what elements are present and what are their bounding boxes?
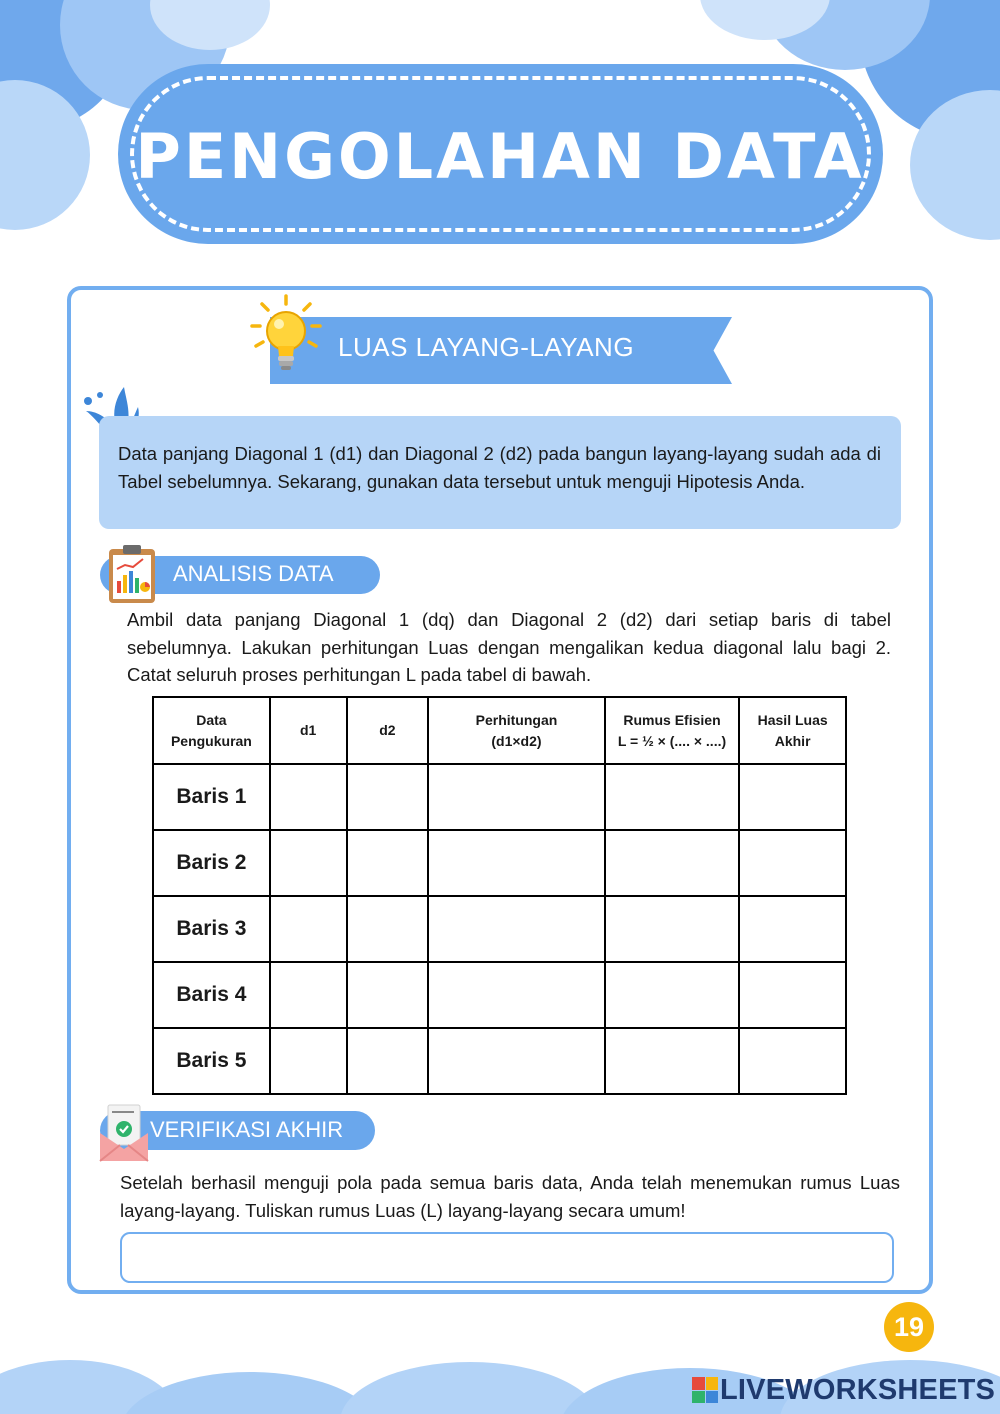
cloud-decoration: [340, 1362, 600, 1414]
header-text: Data: [196, 711, 227, 728]
table-row: [153, 764, 846, 830]
input-cell-hasil[interactable]: [739, 1028, 846, 1094]
table-row: [153, 962, 846, 1028]
input-cell-hasil[interactable]: [739, 896, 846, 962]
table-row: [153, 896, 846, 962]
input-cell-perhitungan[interactable]: [428, 962, 605, 1028]
intro-box: [99, 416, 901, 529]
row-label: Baris 4: [153, 962, 270, 1028]
table-header-cell: [270, 697, 347, 764]
header-text: Pengukuran: [170, 732, 252, 749]
table-row: [153, 830, 846, 896]
header-text: Hasil Luas: [757, 711, 828, 728]
brand-name: LIVEWORKSHEETS: [720, 1373, 996, 1406]
input-cell-hasil[interactable]: [739, 764, 846, 830]
input-cell-perhitungan[interactable]: [428, 764, 605, 830]
analisis-text: Ambil data panjang Diagonal 1 (dq) dan Diagonal 2 (d2) dari setiap baris di tabel sebelumnya. Lakukan perhitungan Luas dengan mengalikan kedua diagonal lalu bagi 2. Catat seluruh proses perhitungan L pada tabel di bawah.: [127, 609, 891, 685]
page-title: PENGOLAHAN DATA: [135, 120, 865, 193]
input-cell-d2[interactable]: [347, 830, 429, 896]
cloud-decoration: [120, 1372, 380, 1414]
row-label: Baris 5: [153, 1028, 270, 1094]
table-header-cell: [428, 697, 605, 764]
verifikasi-text: Setelah berhasil menguji pola pada semua baris data, Anda telah menemukan rumus Luas layang-layang. Tuliskan rumus Luas (L) layang-layang secara umum!: [120, 1172, 900, 1221]
input-cell-d2[interactable]: [347, 764, 429, 830]
section-label-verifikasi: VERIFIKASI AKHIR: [100, 1111, 375, 1150]
liveworksheets-icon: [692, 1377, 718, 1403]
intro-text: Data panjang Diagonal 1 (d1) dan Diagonal 2 (d2) pada bangun layang-layang sudah ada di Tabel sebelumnya. Sekarang, gunakan data tersebut untuk menguji Hipotesis Anda.: [118, 443, 881, 492]
input-cell-d1[interactable]: [270, 1028, 347, 1094]
header-text: d1: [300, 722, 317, 738]
header-text: Akhir: [774, 732, 811, 749]
answer-input-box[interactable]: [120, 1232, 894, 1283]
table-header-cell: [153, 697, 270, 764]
input-cell-rumus[interactable]: [605, 1028, 740, 1094]
lightbulb-icon: [248, 294, 324, 378]
brand-logo[interactable]: [692, 1372, 995, 1408]
page-number-badge: 19: [884, 1302, 934, 1352]
verification-envelope-icon: [96, 1103, 152, 1165]
table-header-cell: [347, 697, 429, 764]
data-table: [152, 696, 847, 1095]
input-cell-d1[interactable]: [270, 896, 347, 962]
row-label: Baris 1: [153, 764, 270, 830]
row-label: Baris 2: [153, 830, 270, 896]
input-cell-d2[interactable]: [347, 962, 429, 1028]
table-header-cell: [605, 697, 740, 764]
input-cell-perhitungan[interactable]: [428, 830, 605, 896]
input-cell-perhitungan[interactable]: [428, 1028, 605, 1094]
header-text: (d1×d2): [491, 732, 542, 749]
table-header-cell: [739, 697, 846, 764]
input-cell-d1[interactable]: [270, 962, 347, 1028]
input-cell-hasil[interactable]: [739, 830, 846, 896]
table-header-row: [153, 697, 846, 764]
header-text: d2: [379, 722, 396, 738]
input-cell-rumus[interactable]: [605, 764, 740, 830]
input-cell-d1[interactable]: [270, 764, 347, 830]
table-row: [153, 1028, 846, 1094]
input-cell-hasil[interactable]: [739, 962, 846, 1028]
input-cell-rumus[interactable]: [605, 896, 740, 962]
header-text: Perhitungan: [475, 711, 558, 728]
header-text: Rumus Efisien: [623, 711, 721, 728]
input-cell-rumus[interactable]: [605, 962, 740, 1028]
topic-ribbon-label: LUAS LAYANG-LAYANG: [338, 332, 635, 362]
input-cell-d2[interactable]: [347, 1028, 429, 1094]
header-text: L = ½ × (.... × ....): [617, 732, 727, 749]
input-cell-d2[interactable]: [347, 896, 429, 962]
input-cell-rumus[interactable]: [605, 830, 740, 896]
input-cell-d1[interactable]: [270, 830, 347, 896]
row-label: Baris 3: [153, 896, 270, 962]
clipboard-chart-icon: [103, 543, 163, 605]
input-cell-perhitungan[interactable]: [428, 896, 605, 962]
section-label-analisis: ANALISIS DATA: [100, 556, 380, 594]
